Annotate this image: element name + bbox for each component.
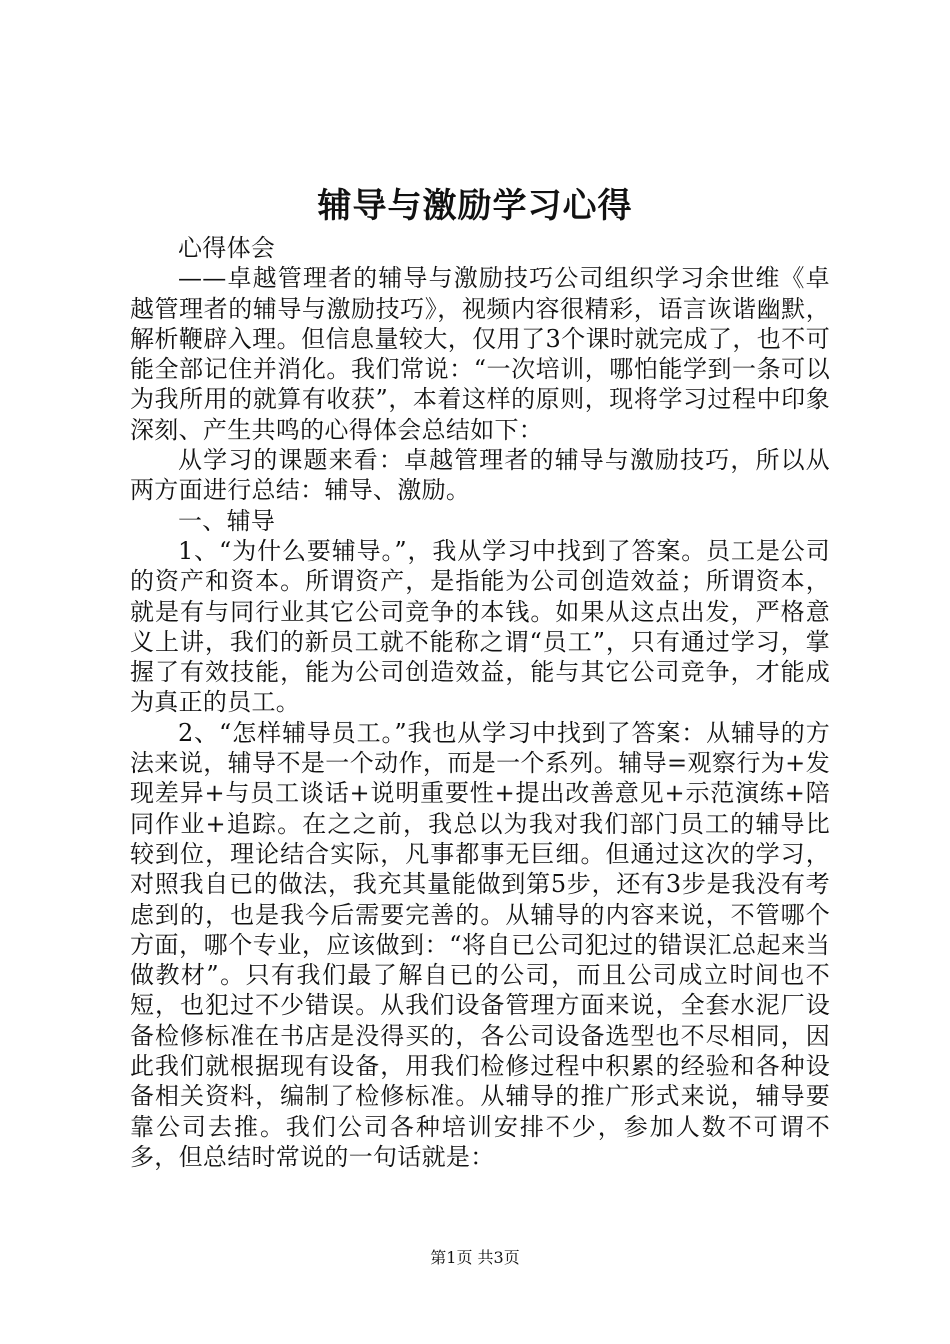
paragraph-heading-xinde: 心得体会: [178, 234, 276, 262]
paragraph-point-2: 2、“怎样辅导员工。”我也从学习中找到了答案：从辅导的方法来说，辅导不是一个动作，而是一个系列。辅导=观察行为+发现差异+与员工谈话+说明重要性+提出改善意见+示范演练+陪同作业+追踪。在之之前，我总以为我对我们部门员工的辅导比较到位，理论结合实际，凡事都事无巨细。但通过这次的学习，对照我自已的做法，我充其量能做到第5步，还有3步是我没有考虑到的，也是我今后需要完善的。从辅导的内容来说，不管哪个方面，哪个专业，应该做到：“将自已公司犯过的错误汇总起来当做教材”。只有我们最了解自已的公司，而且公司成立时间也不短，也犯过不少错误。从我们设备管理方面来说，全套水泥厂设备检修标准在书店是没得买的，各公司设备选型也不尽相同，因此我们就根据现有设备，用我们检修过程中积累的经验和各种设备相关资料，编制了检修标准。从辅导的推广形式来说，辅导要靠公司去推。我们公司各种培训安排不少，参加人数不可谓不多，但总结时常说的一句话就是：: [130, 718, 830, 1171]
document-body: [130, 233, 830, 1172]
section-heading-fudao: 一、辅导: [178, 506, 276, 535]
document-title: 辅导与激励学习心得: [317, 186, 633, 226]
paragraph-point-1: 1、“为什么要辅导。”，我从学习中找到了答案。员工是公司的资产和资本。所谓资产，是指能为公司创造效益；所谓资本，就是有与同行业其它公司竞争的本钱。如果从这点出发，严格意义上讲，我们的新员工就不能称之谓“员工”，只有通过学习，掌握了有效技能，能为公司创造效益，能与其它公司竞争，才能成为真正的员工。: [130, 536, 830, 717]
paragraph-intro: ——卓越管理者的辅导与激励技巧公司组织学习余世维《卓越管理者的辅导与激励技巧》，视频内容很精彩，语言诙谐幽默，解析鞭辟入理。但信息量较大，仅用了3个课时就完成了，也不可能全部记住并消化。我们常说：“一次培训，哪怕能学到一条可以为我所用的就算有收获”，本着这样的原则，现将学习过程中印象深刻、产生共鸣的心得体会总结如下：: [130, 264, 830, 444]
page-footer: 第1页 共3页: [430, 1248, 520, 1267]
paragraph-topic: 从学习的课题来看：卓越管理者的辅导与激励技巧，所以从两方面进行总结：辅导、激励。: [130, 446, 830, 505]
